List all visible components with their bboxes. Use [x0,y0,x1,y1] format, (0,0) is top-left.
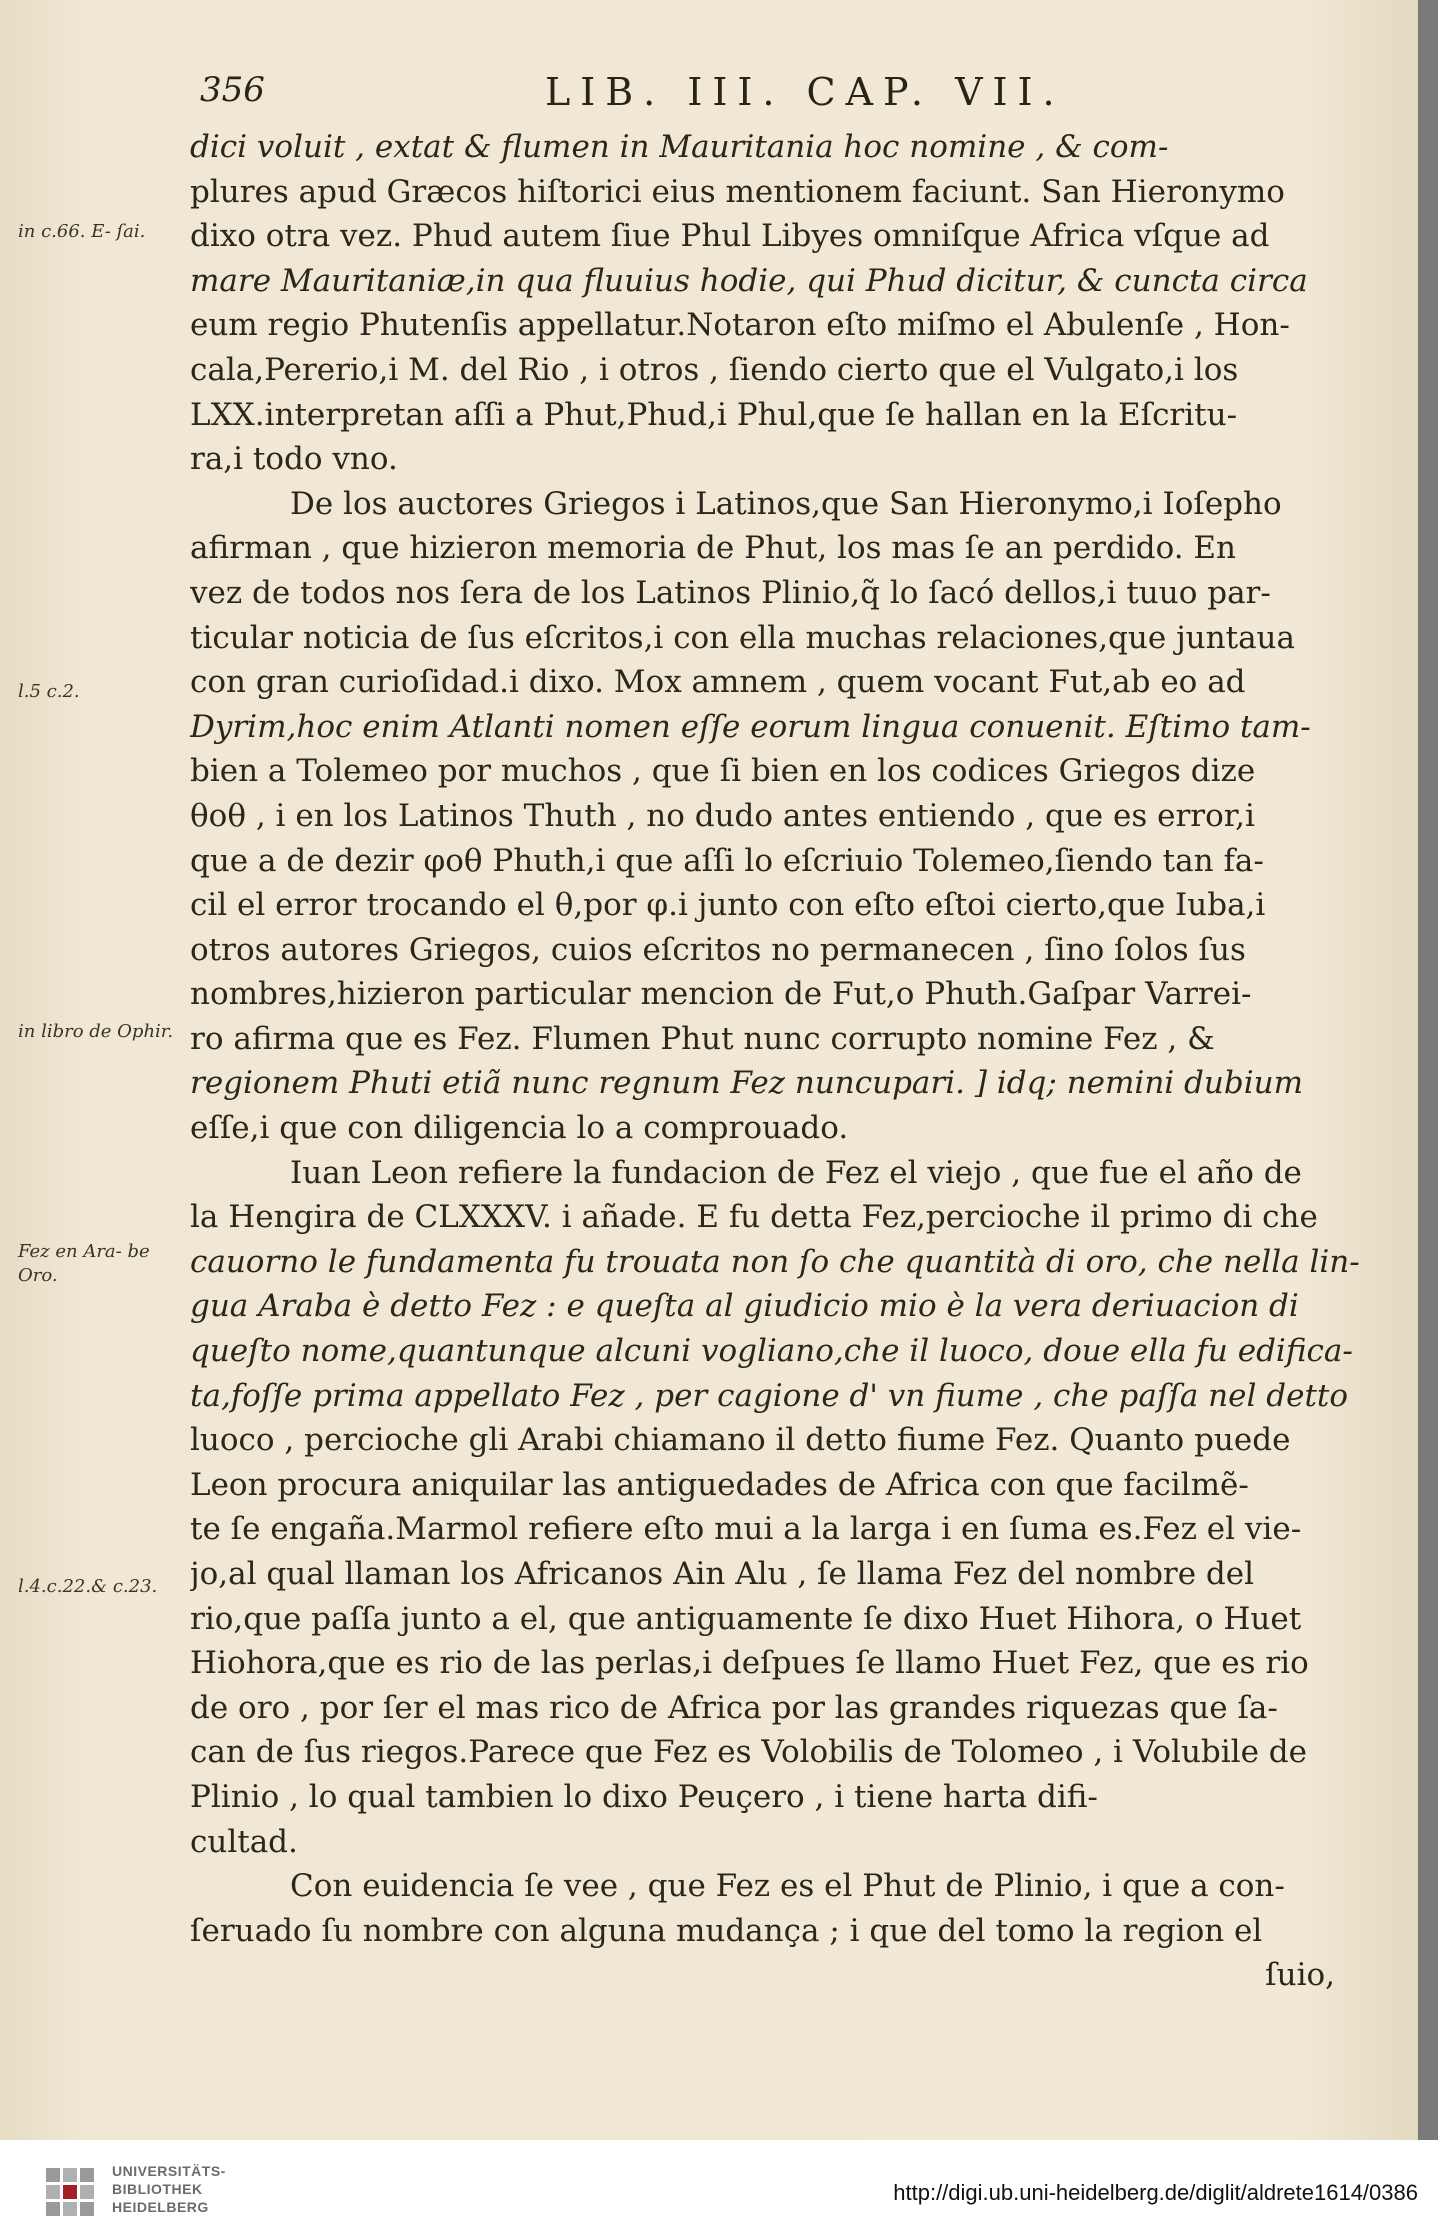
text-line: LXX.interpretan aſſi a Phut,Phud,i Phul,que ſe hallan en la Eſcritu- [190,396,1238,433]
margin-note: l.5 c.2. [18,681,80,702]
catchword: ſuio, [1265,1957,1335,1994]
page-gutter [1418,0,1438,2140]
text-line: plures apud Græcos hiſtorici eius mentionem faciunt. San Hieronymo [190,173,1285,210]
margin-note: Fez en Ara- be Oro. [18,1241,150,1286]
page-header [200,70,1340,120]
text-line: Iuan Leon refiere la fundacion de Fez el viejo , que fue el año de [290,1154,1302,1191]
running-head: LIB. III. CAP. VII. [545,70,1065,114]
text-line: θοθ , i en los Latinos Thuth , no dudo antes entiendo , que es error,i [190,797,1255,834]
text-line: ra,i todo vno. [190,441,398,478]
text-line: Con euidencia ſe vee , que Fez es el Phut de Plinio, i que a con- [290,1868,1285,1905]
source-url-link[interactable]: http://digi.ub.uni-heidelberg.de/diglit/aldrete1614/0386 [893,2180,1418,2205]
text-line: ſeruado ſu nombre con alguna mudança ; i que del tomo la region el [190,1912,1263,1949]
text-line: mare Mauritaniæ,in qua fluuius hodie, qui Phud dicitur, & cuncta circa [190,262,1308,299]
text-line: ticular noticia de ſus eſcritos,i con ella muchas relaciones,que juntaua [190,619,1295,656]
margin-note: l.4.c.22.& c.23. [18,1576,158,1597]
library-name [112,2162,226,2216]
text-line: Plinio , lo qual tambien lo dixo Peuçero , i tiene harta difi- [190,1778,1098,1815]
text-line: nombres,hizieron particular mencion de Fut,o Phuth.Gaſpar Varrei- [190,976,1252,1013]
text-line: cauorno le fundamenta fu trouata non ſo che quantità di oro, che nella lin- [190,1243,1360,1280]
text-line: Hiohora,que es rio de las perlas,i deſpues ſe llamo Huet Fez, que es rio [190,1645,1309,1682]
text-line: te ſe engaña.Marmol refiere eſto mui a la larga i en ſuma es.Fez el vie- [190,1511,1302,1548]
text-line: bien a Tolemeo por muchos , que ſi bien en los codices Griegos dize [190,753,1256,790]
text-line: cultad. [190,1823,298,1860]
text-line: Leon procura aniquilar las antiguedades de Africa con que facilmẽ- [190,1466,1249,1503]
text-line: queſto nome,quantunque alcuni vogliano,che il luoco, doue ella fu edifica- [190,1333,1353,1370]
text-line: de oro , por ſer el mas rico de Africa por las grandes riquezas que ſa- [190,1689,1278,1726]
text-line: vez de todos nos ſera de los Latinos Plinio,q̃ lo ſacó dellos,i tuuo par- [190,574,1271,611]
library-logo-icon [40,2162,100,2222]
library-name-line: BIBLIOTHEK [112,2181,203,2197]
margin-note: in libro de Ophir. [18,1021,174,1042]
text-line: cala,Pererio,i M. del Rio , i otros , ſiendo cierto que el Vulgato,i los [190,351,1239,388]
text-line: dici voluit , extat & flumen in Mauritania hoc nomine , & com- [190,129,1169,165]
text-line: con gran curioſidad.i dixo. Mox amnem , quem vocant Fut,ab eo ad [190,664,1246,701]
text-line: eſſe,i que con diligencia lo a comprouado. [190,1110,849,1147]
text-line: can de ſus riegos.Parece que Fez es Volobilis de Tolomeo , i Volubile de [190,1734,1307,1771]
body-text [190,125,1365,1998]
text-line: regionem Phuti etiã nunc regnum Fez nuncupari. ] idq; nemini dubium [190,1065,1303,1102]
margin-note: in c.66. E- ſai. [18,221,146,242]
text-line: dixo otra vez. Phud autem ſiue Phul Libyes omniſque Africa vſque ad [190,218,1270,255]
text-line: cil el error trocando el θ,por φ.i junto con eſto eſtoi cierto,que Iuba,i [190,887,1266,924]
text-line: que a de dezir φοθ Phuth,i que aſſi lo eſcriuio Tolemeo,ſiendo tan fa- [190,842,1264,879]
text-line: ta,foſſe prima appellato Fez , per cagione d' vn fiume , che paſſa nel detto [190,1377,1349,1414]
text-line: luoco , percioche gli Arabi chiamano il detto fiume Fez. Quanto puede [190,1422,1291,1459]
text-line: afirman , que hizieron memoria de Phut, los mas ſe an perdido. En [190,530,1237,567]
viewer-footer [0,2140,1438,2235]
text-line: Dyrim,hoc enim Atlanti nomen eſſe eorum lingua conuenit. Eſtimo tam- [190,708,1311,745]
text-line: eum regio Phutenſis appellatur.Notaron eſto miſmo el Abulenſe , Hon- [190,307,1290,344]
text-line: gua Araba è detto Fez : e queſta al giudicio mio è la vera deriuacion di [190,1288,1299,1325]
text-line: otros autores Griegos, cuios eſcritos no permanecen , ſino ſolos ſus [190,931,1246,968]
text-line: rio,que paſſa junto a el, que antiguamente ſe dixo Huet Hihora, o Huet [190,1600,1302,1637]
text-line: ro afirma que es Fez. Flumen Phut nunc corrupto nomine Fez , & [190,1020,1215,1057]
text-line: la Hengira de CLXXXV. i añade. E fu detta Fez,percioche il primo di che [190,1199,1318,1236]
text-line: jo,al qual llaman los Africanos Ain Alu , ſe llama Fez del nombre del [190,1556,1255,1592]
page-number: 356 [200,70,265,110]
text-line: De los auctores Griegos i Latinos,que San Hieronymo,i Ioſepho [290,485,1282,522]
library-name-line: UNIVERSITÄTS- [112,2163,226,2179]
library-name-line: HEIDELBERG [112,2199,209,2215]
